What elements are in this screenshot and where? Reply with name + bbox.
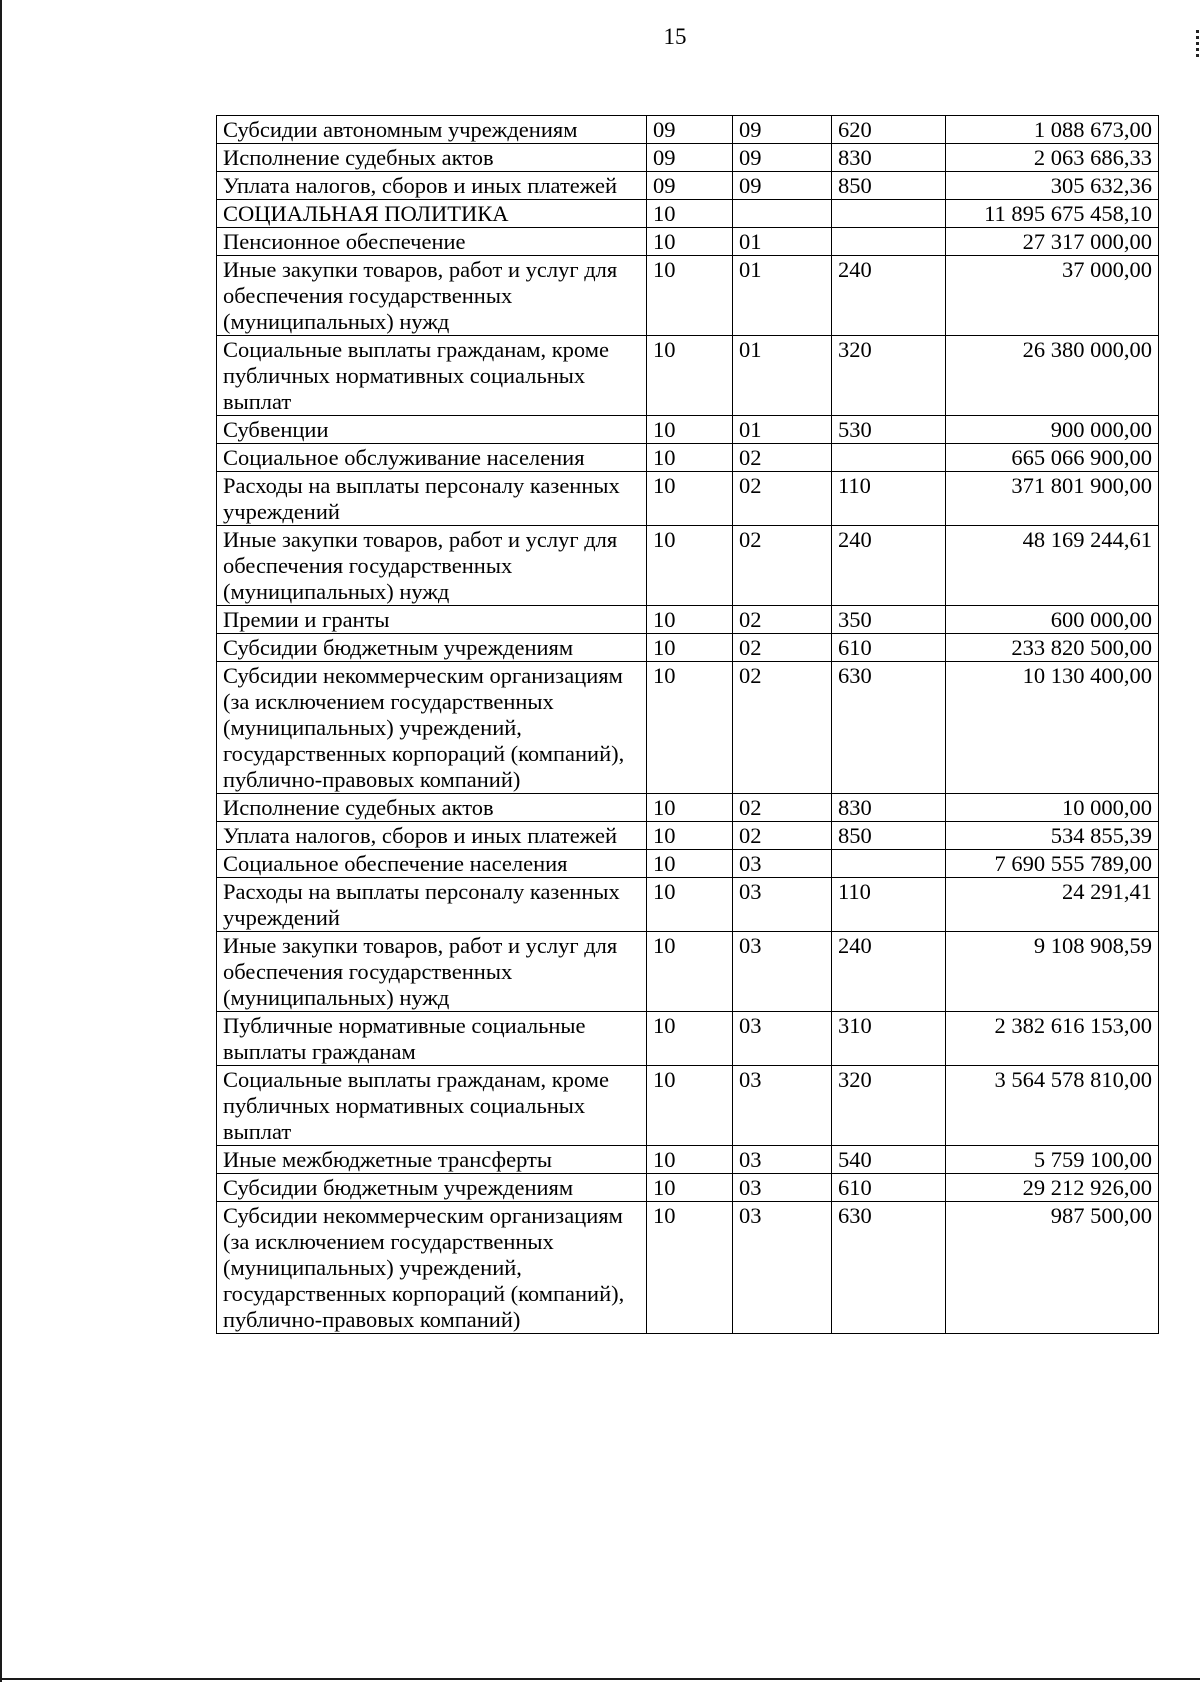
section-code-cell: 10: [647, 606, 733, 634]
expense-item-name-cell: Субсидии автономным учреждениям: [217, 116, 647, 144]
expense-type-code-cell: [832, 444, 946, 472]
subsection-code-cell: 03: [733, 1174, 832, 1202]
expense-item-name-cell: Социальные выплаты гражданам, кроме публичных нормативных социальных выплат: [217, 336, 647, 416]
page-number: 15: [663, 24, 687, 49]
table-row: [217, 878, 1159, 932]
table-row: [217, 336, 1159, 416]
expense-item-name-cell: Субсидии некоммерческим организациям (за исключением государственных (муниципальных) учреждений, государственных корпораций (компаний), публично-правовых компаний): [217, 662, 647, 794]
expense-item-name-cell: Расходы на выплаты персоналу казенных учреждений: [217, 472, 647, 526]
section-code-cell: 09: [647, 116, 733, 144]
amount-cell: 900 000,00: [946, 416, 1159, 444]
expense-type-code-cell: 630: [832, 1202, 946, 1334]
expense-item-name-cell: Субсидии некоммерческим организациям (за исключением государственных (муниципальных) учреждений, государственных корпораций (компаний), публично-правовых компаний): [217, 1202, 647, 1334]
table-row: [217, 794, 1159, 822]
amount-cell: 1 088 673,00: [946, 116, 1159, 144]
table-row: [217, 526, 1159, 606]
expense-type-code-cell: 240: [832, 932, 946, 1012]
section-code-cell: 10: [647, 794, 733, 822]
amount-cell: 3 564 578 810,00: [946, 1066, 1159, 1146]
expense-item-name-cell: Исполнение судебных актов: [217, 794, 647, 822]
amount-cell: 2 382 616 153,00: [946, 1012, 1159, 1066]
expense-type-code-cell: 540: [832, 1146, 946, 1174]
expense-item-name-cell: Пенсионное обеспечение: [217, 228, 647, 256]
subsection-code-cell: 09: [733, 172, 832, 200]
table-row: [217, 662, 1159, 794]
table-row: [217, 1012, 1159, 1066]
subsection-code-cell: 02: [733, 472, 832, 526]
section-code-cell: 10: [647, 416, 733, 444]
expense-item-name-cell: Социальные выплаты гражданам, кроме публичных нормативных социальных выплат: [217, 1066, 647, 1146]
subsection-code-cell: 03: [733, 1012, 832, 1066]
expense-item-name-cell: Расходы на выплаты персоналу казенных учреждений: [217, 878, 647, 932]
expense-type-code-cell: 110: [832, 472, 946, 526]
expense-item-name-cell: Социальное обслуживание населения: [217, 444, 647, 472]
amount-cell: 534 855,39: [946, 822, 1159, 850]
table-row: [217, 606, 1159, 634]
amount-cell: 26 380 000,00: [946, 336, 1159, 416]
section-code-cell: 09: [647, 144, 733, 172]
expense-item-name-cell: Субсидии бюджетным учреждениям: [217, 1174, 647, 1202]
amount-cell: 7 690 555 789,00: [946, 850, 1159, 878]
amount-cell: 5 759 100,00: [946, 1146, 1159, 1174]
budget-expenditure-table: [216, 115, 1159, 1334]
expense-item-name-cell: Премии и гранты: [217, 606, 647, 634]
expense-type-code-cell: 530: [832, 416, 946, 444]
expense-type-code-cell: 350: [832, 606, 946, 634]
subsection-code-cell: 01: [733, 416, 832, 444]
subsection-code-cell: 02: [733, 822, 832, 850]
subsection-code-cell: 02: [733, 444, 832, 472]
amount-cell: 10 000,00: [946, 794, 1159, 822]
expense-item-name-cell: Уплата налогов, сборов и иных платежей: [217, 172, 647, 200]
expense-type-code-cell: 240: [832, 256, 946, 336]
subsection-code-cell: 03: [733, 878, 832, 932]
section-code-cell: 10: [647, 822, 733, 850]
section-code-cell: 10: [647, 662, 733, 794]
expense-item-name-cell: Уплата налогов, сборов и иных платежей: [217, 822, 647, 850]
subsection-code-cell: 02: [733, 606, 832, 634]
expense-item-name-cell: Иные закупки товаров, работ и услуг для обеспечения государственных (муниципальных) нужд: [217, 932, 647, 1012]
amount-cell: 371 801 900,00: [946, 472, 1159, 526]
expense-type-code-cell: 610: [832, 634, 946, 662]
table-body: [217, 116, 1159, 1334]
subsection-code-cell: 09: [733, 116, 832, 144]
expense-item-name-cell: Субсидии бюджетным учреждениям: [217, 634, 647, 662]
subsection-code-cell: 02: [733, 794, 832, 822]
expense-type-code-cell: [832, 200, 946, 228]
expense-type-code-cell: 310: [832, 1012, 946, 1066]
section-code-cell: 10: [647, 256, 733, 336]
section-code-cell: 10: [647, 850, 733, 878]
expense-item-name-cell: Субвенции: [217, 416, 647, 444]
expense-type-code-cell: 630: [832, 662, 946, 794]
table-row: [217, 200, 1159, 228]
expense-type-code-cell: 320: [832, 336, 946, 416]
table-row: [217, 472, 1159, 526]
table-row: [217, 822, 1159, 850]
section-code-cell: 10: [647, 932, 733, 1012]
section-code-cell: 10: [647, 1012, 733, 1066]
table-row: [217, 850, 1159, 878]
table-row: [217, 172, 1159, 200]
subsection-code-cell: 03: [733, 1066, 832, 1146]
amount-cell: 600 000,00: [946, 606, 1159, 634]
table-row: [217, 228, 1159, 256]
section-code-cell: 10: [647, 1202, 733, 1334]
subsection-code-cell: 09: [733, 144, 832, 172]
expense-type-code-cell: 620: [832, 116, 946, 144]
amount-cell: 2 063 686,33: [946, 144, 1159, 172]
expense-item-name-cell: Исполнение судебных актов: [217, 144, 647, 172]
scan-border-left: [0, 0, 2, 1682]
amount-cell: 233 820 500,00: [946, 634, 1159, 662]
expense-type-code-cell: [832, 850, 946, 878]
expense-item-name-cell: Иные межбюджетные трансферты: [217, 1146, 647, 1174]
amount-cell: 10 130 400,00: [946, 662, 1159, 794]
subsection-code-cell: 01: [733, 228, 832, 256]
amount-cell: 9 108 908,59: [946, 932, 1159, 1012]
table-row: [217, 116, 1159, 144]
section-code-cell: 10: [647, 634, 733, 662]
expense-type-code-cell: 830: [832, 144, 946, 172]
table-row: [217, 634, 1159, 662]
subsection-code-cell: 01: [733, 256, 832, 336]
subsection-code-cell: 03: [733, 932, 832, 1012]
expense-type-code-cell: 110: [832, 878, 946, 932]
table-row: [217, 1202, 1159, 1334]
amount-cell: 305 632,36: [946, 172, 1159, 200]
expense-type-code-cell: 850: [832, 822, 946, 850]
table-row: [217, 256, 1159, 336]
subsection-code-cell: 02: [733, 526, 832, 606]
expense-item-name-cell: Социальное обеспечение населения: [217, 850, 647, 878]
section-code-cell: 10: [647, 1174, 733, 1202]
table-row: [217, 1174, 1159, 1202]
subsection-code-cell: 03: [733, 1202, 832, 1334]
section-code-cell: 10: [647, 228, 733, 256]
subsection-code-cell: 03: [733, 850, 832, 878]
section-code-cell: 10: [647, 444, 733, 472]
expense-type-code-cell: 850: [832, 172, 946, 200]
expense-type-code-cell: 320: [832, 1066, 946, 1146]
expense-item-name-cell: Иные закупки товаров, работ и услуг для обеспечения государственных (муниципальных) нужд: [217, 256, 647, 336]
subsection-code-cell: 01: [733, 336, 832, 416]
amount-cell: 48 169 244,61: [946, 526, 1159, 606]
expense-item-name-cell: Иные закупки товаров, работ и услуг для обеспечения государственных (муниципальных) нужд: [217, 526, 647, 606]
table-row: [217, 444, 1159, 472]
table-row: [217, 1146, 1159, 1174]
expense-item-name-cell: СОЦИАЛЬНАЯ ПОЛИТИКА: [217, 200, 647, 228]
section-code-cell: 09: [647, 172, 733, 200]
subsection-code-cell: [733, 200, 832, 228]
section-code-cell: 10: [647, 1066, 733, 1146]
expense-item-name-cell: Публичные нормативные социальные выплаты гражданам: [217, 1012, 647, 1066]
section-code-cell: 10: [647, 472, 733, 526]
section-code-cell: 10: [647, 336, 733, 416]
subsection-code-cell: 02: [733, 662, 832, 794]
amount-cell: 37 000,00: [946, 256, 1159, 336]
scan-border-bottom: [0, 1678, 1200, 1680]
amount-cell: 29 212 926,00: [946, 1174, 1159, 1202]
amount-cell: 665 066 900,00: [946, 444, 1159, 472]
expense-type-code-cell: 830: [832, 794, 946, 822]
expense-type-code-cell: [832, 228, 946, 256]
expense-type-code-cell: 240: [832, 526, 946, 606]
section-code-cell: 10: [647, 878, 733, 932]
section-code-cell: 10: [647, 1146, 733, 1174]
amount-cell: 24 291,41: [946, 878, 1159, 932]
expense-type-code-cell: 610: [832, 1174, 946, 1202]
table-row: [217, 416, 1159, 444]
amount-cell: 27 317 000,00: [946, 228, 1159, 256]
table-row: [217, 932, 1159, 1012]
table-row: [217, 1066, 1159, 1146]
subsection-code-cell: 02: [733, 634, 832, 662]
section-code-cell: 10: [647, 526, 733, 606]
subsection-code-cell: 03: [733, 1146, 832, 1174]
section-code-cell: 10: [647, 200, 733, 228]
amount-cell: 11 895 675 458,10: [946, 200, 1159, 228]
table-row: [217, 144, 1159, 172]
amount-cell: 987 500,00: [946, 1202, 1159, 1334]
